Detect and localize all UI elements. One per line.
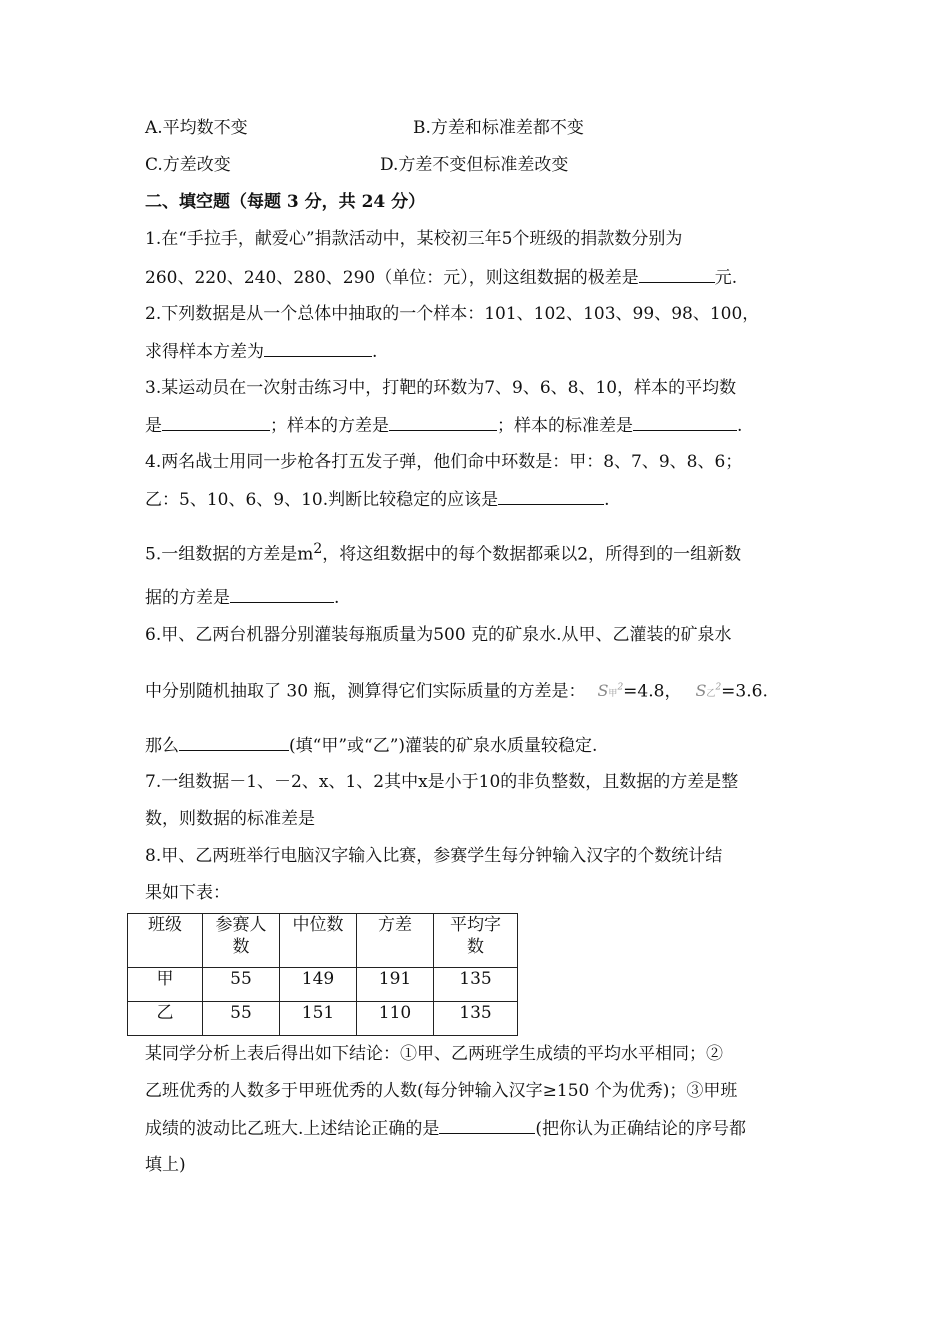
- variance-symbol-a: S甲$^2$: [597, 681, 624, 701]
- q1-line1: 1.在“手拉手，献爱心”捐款活动中，某校初三年5个班级的捐款数分别为: [145, 229, 683, 249]
- q4-line2: [145, 488, 610, 511]
- q5-text-post: ，将这组数据中的每个数据都乘以2，所得到的一组新数: [322, 544, 742, 565]
- q1-text: 260、220、240、280、290（单位：元），则这组数据的极差是: [145, 268, 639, 288]
- q2-line2: [145, 340, 377, 363]
- q5-line1: [145, 538, 741, 566]
- q3-text-3: ；样本的标准差是: [497, 416, 633, 436]
- header-variance: 方差: [357, 914, 434, 968]
- q2-line1: 2.下列数据是从一个总体中抽取的一个样本：101、102、103、99、98、100，: [145, 304, 760, 324]
- q6-line1: 6.甲、乙两台机器分别灌装每瓶质量为500 克的矿泉水.从甲、乙灌装的矿泉水: [145, 625, 732, 645]
- table-cell: 55: [203, 1002, 280, 1036]
- q5-exponent: 2: [313, 541, 323, 557]
- q8-after-line3: [145, 1117, 746, 1140]
- q4-line1: 4.两名战士用同一步枪各打五发子弹，他们命中环数是：甲：8、7、9、8、6；: [145, 452, 743, 472]
- q6-line3: [145, 734, 597, 757]
- q2-text: 求得样本方差为: [145, 342, 264, 362]
- q5-text-2: 据的方差是: [145, 588, 230, 608]
- q4-text: 乙：5、10、6、9、10.判断比较稳定的应该是: [145, 490, 499, 510]
- choice-d: D.方差不变但标准差改变: [380, 155, 569, 175]
- table-cell: 191: [357, 968, 434, 1002]
- q3-mean-blank[interactable]: [162, 414, 270, 431]
- q4-answer-blank[interactable]: [498, 488, 604, 505]
- table-cell: 151: [280, 1002, 357, 1036]
- results-table: [127, 913, 518, 1036]
- q3-line2: [145, 414, 742, 437]
- table-cell: 甲: [128, 968, 203, 1002]
- choice-b: B.方差和标准差都不变: [413, 118, 584, 138]
- q8-after-line4: 填上): [145, 1155, 186, 1175]
- q8-text-4: (把你认为正确结论的序号都: [535, 1119, 747, 1139]
- q3-stddev-blank[interactable]: [633, 414, 737, 431]
- q1-line2: [145, 266, 737, 289]
- q3-text-1: 是: [145, 416, 162, 436]
- q5-end: .: [334, 588, 340, 608]
- table-cell: 135: [434, 968, 518, 1002]
- variance-symbol-b: S乙$^2$: [695, 681, 722, 701]
- q2-end: .: [372, 342, 378, 362]
- q6-text-4: (填“甲”或“乙”)灌装的矿泉水质量较稳定.: [289, 736, 598, 756]
- header-median: 中位数: [280, 914, 357, 968]
- variance-value-a: =4.8，: [623, 681, 682, 702]
- q7-line2: 数，则数据的标准差是: [145, 809, 315, 829]
- q5-text-pre: 5.一组数据的方差是m: [145, 544, 314, 565]
- q6-text-3: 那么: [145, 736, 179, 756]
- table-cell: 55: [203, 968, 280, 1002]
- choice-c: C.方差改变: [145, 155, 231, 175]
- q8-line1: 8.甲、乙两班举行电脑汉字输入比赛，参赛学生每分钟输入汉字的个数统计结: [145, 846, 723, 866]
- q6-text: 中分别随机抽取了 30 瓶，测算得它们实际质量的方差是：: [145, 681, 586, 702]
- q1-unit: 元.: [714, 268, 738, 288]
- q3-line1: 3.某运动员在一次射击练习中，打靶的环数为7、9、6、8、10，样本的平均数: [145, 378, 737, 398]
- q2-answer-blank[interactable]: [264, 340, 372, 357]
- q8-line2: 果如下表：: [145, 883, 230, 903]
- table-cell: 110: [357, 1002, 434, 1036]
- q7-line1: 7.一组数据－1、－2、x、1、2其中x是小于10的非负整数，且数据的方差是整: [145, 772, 739, 792]
- header-class: 班级: [128, 914, 203, 968]
- q6-answer-blank[interactable]: [179, 734, 289, 751]
- q5-line2: [145, 586, 339, 609]
- q3-variance-blank[interactable]: [389, 414, 497, 431]
- table-header-row: [128, 914, 518, 968]
- q8-after-line2: 乙班优秀的人数多于甲班优秀的人数(每分钟输入汉字≥150 个为优秀)；③甲班: [145, 1081, 738, 1101]
- q4-end: .: [604, 490, 610, 510]
- q1-answer-blank[interactable]: [639, 266, 715, 283]
- section-title: 二、填空题（每题 3 分，共 24 分）: [145, 192, 426, 212]
- header-participants: 参赛人数: [203, 914, 280, 968]
- choice-a: A.平均数不变: [145, 118, 248, 138]
- table-row: [128, 1002, 518, 1036]
- q5-answer-blank[interactable]: [230, 586, 334, 603]
- table-cell: 乙: [128, 1002, 203, 1036]
- table-row: [128, 968, 518, 1002]
- header-average: 平均字数: [434, 914, 518, 968]
- q3-text-2: ；样本的方差是: [270, 416, 389, 436]
- table-cell: 149: [280, 968, 357, 1002]
- q6-line2: [145, 677, 768, 705]
- variance-value-b: =3.6.: [721, 681, 768, 702]
- q3-text-4: .: [737, 416, 743, 436]
- q8-answer-blank[interactable]: [439, 1117, 535, 1134]
- q8-text-3: 成绩的波动比乙班大.上述结论正确的是: [145, 1119, 440, 1139]
- table-cell: 135: [434, 1002, 518, 1036]
- q8-after-line1: 某同学分析上表后得出如下结论：①甲、乙两班学生成绩的平均水平相同；②: [145, 1044, 723, 1064]
